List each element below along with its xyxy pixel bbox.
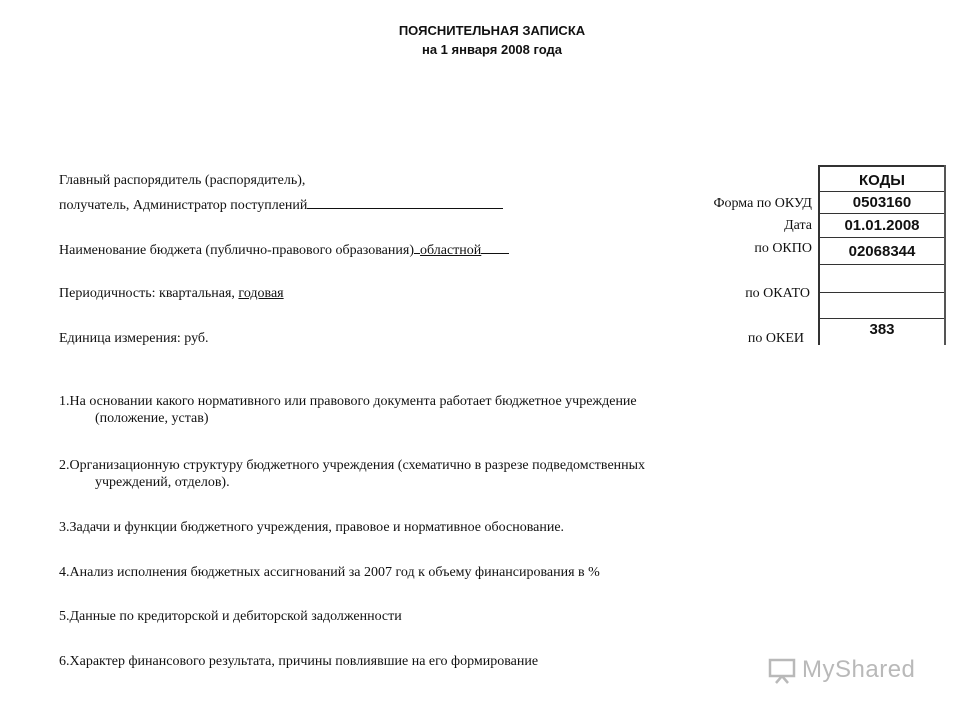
field-recipient <box>59 196 503 214</box>
document-title: ПОЯСНИТЕЛЬНАЯ ЗАПИСКА <box>398 23 586 38</box>
list-item <box>59 519 859 536</box>
codes-header: КОДЫ <box>820 165 944 192</box>
field-periodicity-label: Периодичность: квартальная, <box>59 286 239 301</box>
label-date: Дата <box>784 218 812 233</box>
list-item-text: 1.На основании какого нормативного или правового документа работает бюджетное учреждение <box>59 394 637 409</box>
field-main-manager: Главный распорядитель (распорядитель), <box>59 173 306 188</box>
codes-table <box>818 165 946 345</box>
label-okato: по ОКАТО <box>745 286 810 301</box>
field-budget-value: областной <box>419 243 482 258</box>
field-unit: Единица измерения: руб. <box>59 331 209 346</box>
watermark-logo: MyShared <box>802 656 916 683</box>
code-okei: 383 <box>869 321 895 338</box>
list-item <box>59 393 859 427</box>
field-periodicity-value: годовая <box>238 286 284 301</box>
list-item-text: 4.Анализ исполнения бюджетных ассигнований за 2007 год к объему финансирования в % <box>59 565 600 580</box>
label-okei: по ОКЕИ <box>747 331 804 346</box>
list-item <box>59 564 859 581</box>
code-okud: 0503160 <box>820 192 944 214</box>
field-budget <box>59 241 509 259</box>
code-okpo: 02068344 <box>820 238 944 265</box>
list-item-text: 5.Данные по кредиторской и дебиторской задолженности <box>59 609 402 624</box>
list-item <box>59 457 859 491</box>
code-date: 01.01.2008 <box>820 214 944 238</box>
presentation-icon <box>768 658 796 684</box>
list-item-text: 3.Задачи и функции бюджетного учреждения, правовое и нормативное обоснование. <box>59 520 565 535</box>
field-recipient-label: получатель, Администратор поступлений <box>59 198 308 213</box>
document-subtitle: на 1 января 2008 года <box>421 42 563 57</box>
list-item-text: 2.Организационную структуру бюджетного учреждения (схематично в разрезе подведомственных <box>59 458 646 473</box>
list-item <box>59 653 859 670</box>
list-item-continuation: (положение, устав) <box>95 411 209 426</box>
list-item <box>59 608 859 625</box>
code-okato <box>820 293 944 319</box>
code-okato-empty <box>820 265 944 293</box>
recipient-blank <box>307 196 503 209</box>
list-item-continuation: учреждений, отделов). <box>95 475 230 490</box>
field-periodicity <box>59 286 284 302</box>
budget-blank-post <box>481 241 509 254</box>
label-okud: Форма по ОКУД <box>713 196 812 211</box>
label-okpo: по ОКПО <box>754 241 812 256</box>
field-budget-label: Наименование бюджета (публично-правового образования) <box>59 243 414 258</box>
list-item-text: 6.Характер финансового результата, причины повлиявшие на его формирование <box>59 654 539 669</box>
